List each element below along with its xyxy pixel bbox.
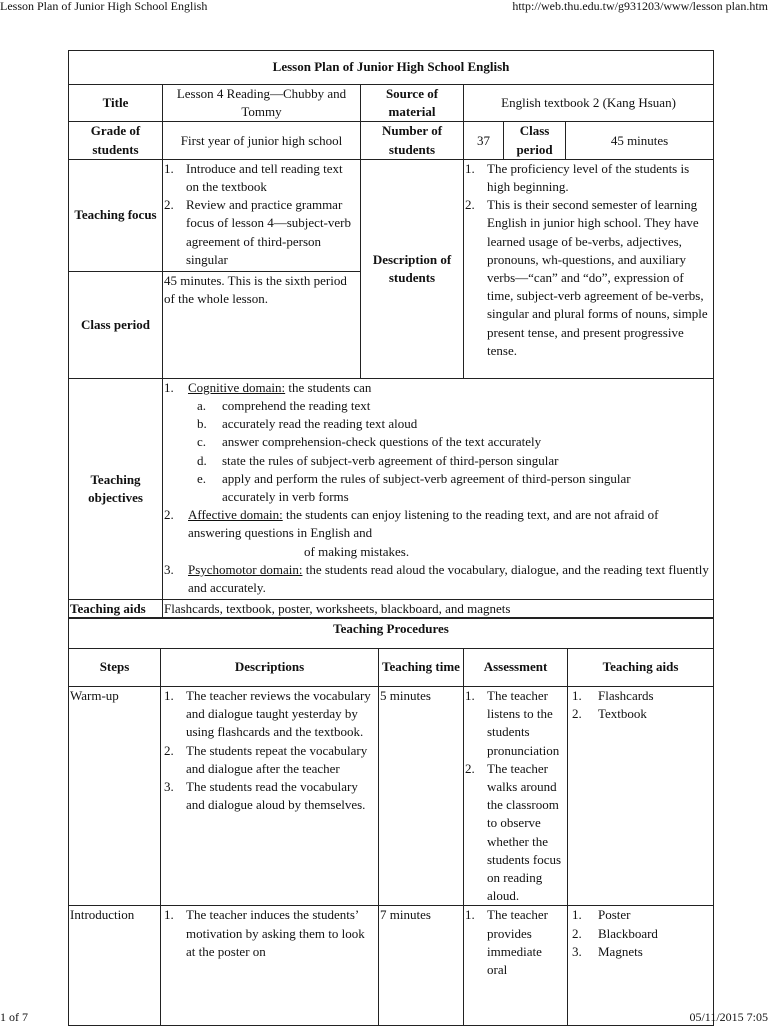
browser-footer-page: 1 of 7 (0, 1010, 28, 1024)
objective-subitem: a. comprehend the reading text (197, 398, 371, 414)
list-item: 1. Introduce and tell reading text on the textbook (164, 160, 343, 195)
step-cell: Introduction (69, 906, 161, 1026)
list-item: 1. The proficiency level of the students is high beginning. (465, 160, 690, 195)
col-header-time: Teaching time (379, 649, 464, 687)
lesson-plan-table (68, 50, 714, 619)
plan-heading: Lesson Plan of Junior High School English (69, 51, 714, 85)
assessment-list (465, 906, 564, 979)
browser-header-url: http://web.thu.edu.tw/g931203/www/lesson plan.htm (512, 0, 768, 13)
focus-label: Teaching focus (69, 159, 163, 271)
col-header-assessment: Assessment (464, 649, 568, 687)
descriptions-list (164, 906, 376, 961)
objectives-label: Teaching objectives (69, 378, 163, 599)
time-cell: 5 minutes (379, 687, 464, 906)
step-cell: Warm-up (69, 687, 161, 906)
browser-footer-datetime: 05/11/2015 7:05 (689, 1010, 768, 1024)
list-item: 2. This is their second semester of learning English in junior high school. They have learned usage of be-verbs, adjectives, pronouns, wh-questions, and auxiliary verbs—“can” and “do”, expression of time, subject-verb agreement of be-verbs, singular and plural forms of nouns, simple present tense, and present progressive tense. (465, 197, 708, 358)
description-label: Description of students (361, 159, 464, 378)
time-cell: 7 minutes (379, 906, 464, 1026)
class-period-label: Class period (69, 271, 163, 378)
procedures-heading: Teaching Procedures (69, 618, 714, 649)
aids-value: Flashcards, textbook, poster, worksheets, blackboard, and magnets (163, 599, 714, 618)
list-item: 1. The teacher reviews the vocabulary and dialogue taught yesterday by using flashcards and the textbook. (164, 688, 371, 740)
table-row (69, 906, 714, 1026)
description-list (465, 160, 710, 360)
aids-list (572, 906, 710, 961)
grade-value: First year of junior high school (163, 122, 361, 159)
table-row (69, 687, 714, 906)
class-period-text: 45 minutes. This is the sixth period of the whole lesson. (163, 271, 361, 378)
list-item: 1. The teacher provides immediate oral (465, 907, 548, 978)
list-item: 3. Magnets (572, 943, 643, 959)
class-period-value-short: 45 minutes (566, 122, 714, 159)
descriptions-list (164, 687, 376, 814)
title-value: Lesson 4 Reading—Chubby and Tommy (163, 85, 361, 122)
list-item: 2. Textbook (572, 706, 647, 722)
grade-label: Grade of students (69, 122, 163, 159)
objectives-content: 1. Cognitive domain: the students can a. comprehend the reading text b. accurately read the reading text aloud c. answer comprehension-check questions of the text accurately d. state the rules of subject-verb agreement of third-person singular e. apply and perform the rules of subject-verb agreement of third-person singular accurately in verb forms 2. Affective domain: the students can enjoy listening to the reading text, and are not afraid of answering questions in English and of making mistakes. 3. Psychomotor domain: the students read aloud the vocabulary, dialogue, and the reading text fluently and accurately. (163, 378, 714, 599)
list-item: 3. The students read the vocabulary and dialogue aloud by themselves. (164, 779, 366, 813)
col-header-aids: Teaching aids (568, 649, 714, 687)
number-value: 37 (464, 122, 504, 159)
aids-label: Teaching aids (69, 599, 163, 618)
objective-continuation: of making mistakes. (304, 543, 410, 559)
objective-subitem: d. state the rules of subject-verb agreement of third-person singular (197, 452, 559, 468)
procedures-table (68, 617, 714, 1026)
number-label: Number of students (361, 122, 464, 159)
list-item: 2. Review and practice grammar focus of lesson 4—subject-verb agreement of third-person singular (164, 197, 351, 267)
list-item: 1. The teacher induces the students’ motivation by asking them to look at the poster on (164, 907, 365, 959)
list-item: 1. Flashcards (572, 688, 654, 703)
objective-subitem: e. apply and perform the rules of subject-verb agreement of third-person singular accurately in verb forms (197, 470, 631, 505)
list-item: 1. Poster (572, 907, 631, 923)
objective-subitem: b. accurately read the reading text aloud (197, 416, 418, 432)
col-header-steps: Steps (69, 649, 161, 687)
objective-subitem: c. answer comprehension-check questions of the text accurately (197, 434, 542, 450)
browser-header-title: Lesson Plan of Junior High School English (0, 0, 208, 13)
list-item: 2. The students repeat the vocabulary and dialogue after the teacher (164, 742, 368, 776)
assessment-list (465, 687, 564, 905)
focus-list (164, 160, 357, 269)
list-item: 2. Blackboard (572, 925, 658, 941)
title-label: Title (69, 85, 163, 122)
list-item: 2. The teacher walks around the classroom to observe whether the students focus on reading aloud. (465, 760, 562, 904)
list-item: 1. The teacher listens to the students pronunciation (465, 688, 560, 758)
class-period-label-short: Class period (504, 122, 566, 159)
col-header-descriptions: Descriptions (161, 649, 379, 687)
aids-list (572, 687, 710, 723)
source-value: English textbook 2 (Kang Hsuan) (464, 85, 714, 122)
source-label: Source of material (361, 85, 464, 122)
